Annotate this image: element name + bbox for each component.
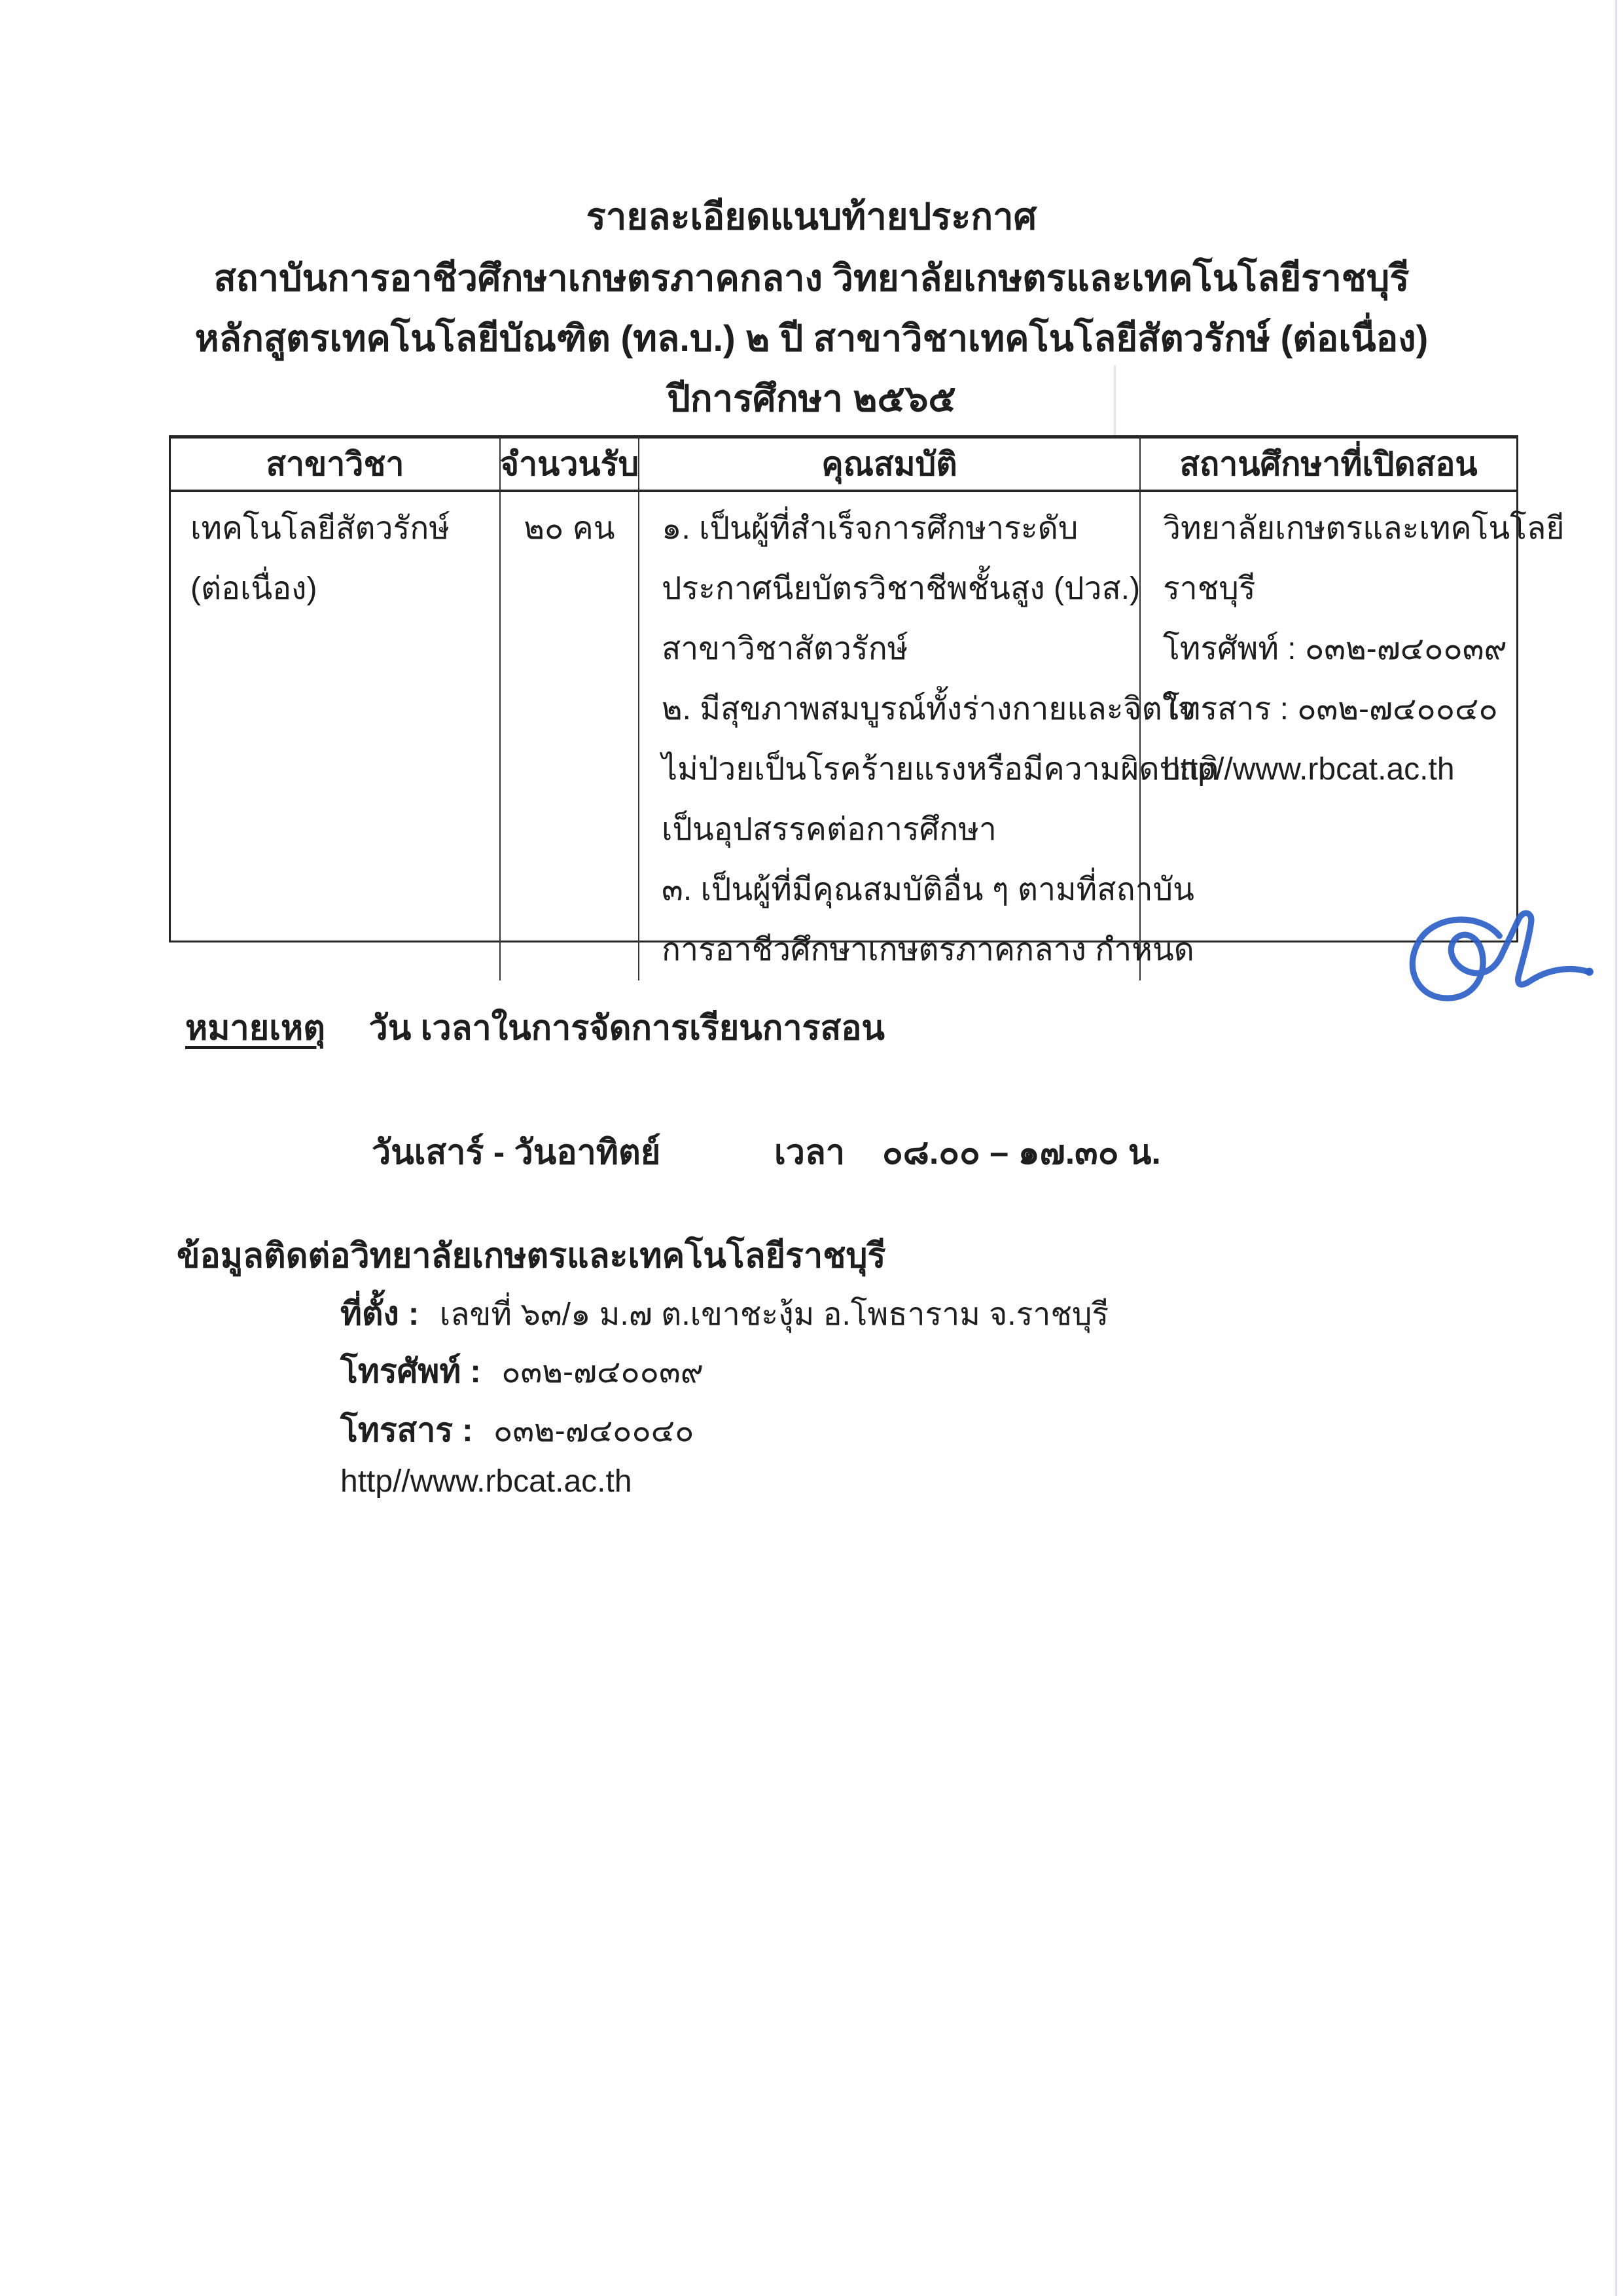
schedule-days: วันเสาร์ - วันอาทิตย์ xyxy=(372,1134,661,1172)
contact-address-row xyxy=(340,1288,1109,1340)
qualification-line: ประกาศนียบัตรวิชาชีพชั้นสูง (ปวส.) xyxy=(662,571,1141,606)
academic-year-title: ปีการศึกษา ๒๕๖๕ xyxy=(667,378,956,419)
institution-line: วิทยาลัยเกษตรและเทคโนโลยี xyxy=(1163,511,1565,546)
note-label: หมายเหตุ xyxy=(185,1009,326,1047)
note-row xyxy=(185,1000,885,1054)
note-text: วัน เวลาในการจัดการเรียนการสอน xyxy=(368,1009,885,1047)
document-title: รายละเอียดแนบท้ายประกาศ xyxy=(586,196,1037,237)
institution-line: ราชบุรี xyxy=(1163,571,1256,606)
institution-fax: โทรสาร : ๐๓๒-๗๔๐๐๔๐ xyxy=(1163,692,1498,726)
qualification-line: ๓. เป็นผู้ที่มีคุณสมบัติอื่น ๆ ตามที่สถาบัน xyxy=(662,872,1194,907)
fax-value: ๐๓๒-๗๔๐๐๔๐ xyxy=(493,1414,694,1448)
qualification-line: สาขาวิชาสัตวรักษ์ xyxy=(662,632,908,666)
handwritten-signature xyxy=(1393,902,1596,1013)
contact-heading: ข้อมูลติดต่อวิทยาลัยเกษตรและเทคโนโลยีราชบุรี xyxy=(177,1237,886,1275)
qualification-line: ๒. มีสุขภาพสมบูรณ์ทั้งร่างกายและจิตใจ xyxy=(662,692,1196,726)
qualification-line: ไม่ป่วยเป็นโรคร้ายแรงหรือมีความผิดปกติ xyxy=(662,752,1219,787)
contact-fax-row xyxy=(340,1405,694,1456)
schedule-time-label: เวลา xyxy=(774,1134,846,1172)
qualification-line: เป็นอุปสรรคต่อการศึกษา xyxy=(662,812,997,847)
contact-website: http//www.rbcat.ac.th xyxy=(340,1464,632,1499)
institution-phone: โทรศัพท์ : ๐๓๒-๗๔๐๐๓๙ xyxy=(1163,632,1507,666)
phone-value: ๐๓๒-๗๔๐๐๓๙ xyxy=(501,1355,704,1390)
qualification-line: ๑. เป็นผู้ที่สำเร็จการศึกษาระดับ xyxy=(662,511,1079,546)
col-header-qualification: คุณสมบัติ xyxy=(639,439,1141,490)
program-suffix: (ต่อเนื่อง) xyxy=(190,571,317,606)
col-header-program: สาขาวิชา xyxy=(171,439,501,490)
admission-table xyxy=(169,435,1565,967)
table-row xyxy=(171,492,1565,967)
address-label: ที่ตั้ง : xyxy=(340,1295,419,1332)
curriculum-title: หลักสูตรเทคโนโลยีบัณฑิต (ทล.บ.) ๒ ปี สาขาวิชาเทคโนโลยีสัตวรักษ์ (ต่อเนื่อง) xyxy=(194,317,1429,359)
address-value: เลขที่ ๖๓/๑ ม.๗ ต.เขาชะงุ้ม อ.โพธาราม จ.ราชบุรี xyxy=(439,1297,1109,1332)
fax-label: โทรสาร : xyxy=(340,1412,473,1448)
table-header-row xyxy=(171,439,1516,492)
col-header-quota: จำนวนรับ xyxy=(501,439,639,490)
col-header-institution: สถานศึกษาที่เปิดสอน xyxy=(1179,446,1478,482)
qualification-line: การอาชีวศึกษาเกษตรภาคกลาง กำหนด xyxy=(662,933,1194,967)
program-cell xyxy=(171,492,501,980)
contact-phone-row xyxy=(340,1346,704,1397)
quota-value: ๒๐ คน xyxy=(524,511,615,546)
phone-label: โทรศัพท์ : xyxy=(340,1353,481,1390)
institution-title: สถาบันการอาชีวศึกษาเกษตรภาคกลาง วิทยาลัยเกษตรและเทคโนโลยีราชบุรี xyxy=(213,257,1410,298)
quota-cell xyxy=(501,492,639,980)
institution-website: http//www.rbcat.ac.th xyxy=(1163,752,1455,787)
program-name: เทคโนโลยีสัตวรักษ์ xyxy=(190,511,450,546)
schedule-time-value: ๐๘.๐๐ – ๑๗.๓๐ น. xyxy=(882,1134,1161,1172)
